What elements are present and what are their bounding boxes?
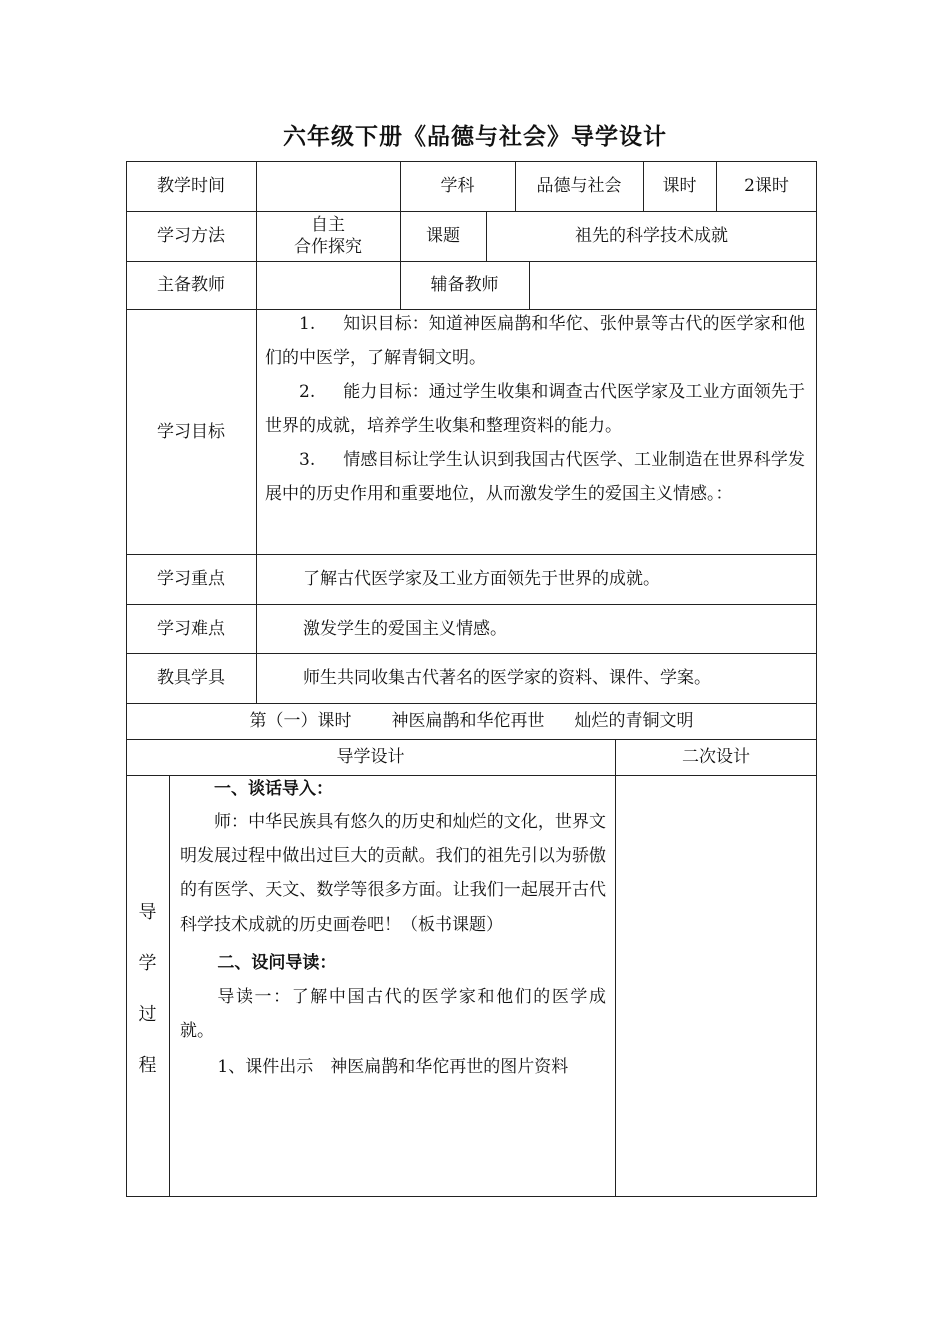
lesson-heading <box>126 703 817 739</box>
difficulty-label: 学习难点 <box>157 618 225 639</box>
col-divider <box>615 739 616 1197</box>
key-point-value: 了解古代医学家及工业方面领先于世界的成就。 <box>303 569 660 589</box>
topic-value: 祖先的科学技术成就 <box>575 226 728 246</box>
side-char: 学 <box>138 953 157 974</box>
goal-text: 情感目标让学生认识到我国古代医学、工业制造在世界科学发展中的历史作用和重要地位，从而激发学生的爱国主义情感。： <box>265 450 805 504</box>
section-heading-questions: 二、设问导读： <box>217 952 337 973</box>
goals-list <box>265 307 805 511</box>
reading-guide-1: 导读一：了解中国古代的医学家和他们的医学成就。 <box>180 987 606 1042</box>
second-design-header: 二次设计 <box>682 747 750 767</box>
process-side-label <box>126 887 169 1091</box>
lesson-section-1: 神医扁鹊和华佗再世 <box>391 711 545 731</box>
materials-label: 教具学具 <box>157 668 225 688</box>
lesson-period: 第（一）课时 <box>249 711 352 731</box>
side-char: 导 <box>138 902 157 923</box>
teaching-time-label: 教学时间 <box>157 176 225 196</box>
courseware-item-1: 1、课件出示 神医扁鹊和华佗再世的图片资料 <box>217 1057 569 1078</box>
goal-item-2 <box>265 375 805 443</box>
goals-label: 学习目标 <box>157 421 225 442</box>
side-char: 程 <box>138 1055 157 1076</box>
teaching-time-value <box>256 161 400 211</box>
method-value <box>256 211 400 261</box>
period-value: 2课时 <box>744 176 789 196</box>
goal-number: 2. <box>299 382 316 402</box>
goal-item-3 <box>265 443 805 511</box>
method-label: 学习方法 <box>157 226 225 246</box>
period-label: 课时 <box>662 176 697 196</box>
intro-paragraph: 师：中华民族具有悠久的历史和灿烂的文化，世界文明发展过程中做出过巨大的贡献。我们的祖先引以为骄傲的有医学、天文、数学等很多方面。让我们一起展开古代科学技术成就的历史画卷吧！（板书课题） <box>180 812 606 935</box>
goal-text: 能力目标：通过学生收集和调查古代医学家及工业方面领先于世界的成就，培养学生收集和整理资料的能力。 <box>265 382 805 436</box>
goal-number: 3. <box>299 450 316 470</box>
goal-number: 1. <box>299 314 316 334</box>
main-teacher-label: 主备教师 <box>157 275 225 295</box>
col-divider <box>169 775 170 1197</box>
assist-teacher-label: 辅备教师 <box>430 275 499 295</box>
lesson-section-2: 灿烂的青铜文明 <box>574 711 694 731</box>
goal-item-1 <box>265 307 805 375</box>
difficulty-value: 激发学生的爱国主义情感。 <box>303 618 507 639</box>
process-content <box>180 773 606 1085</box>
document-title: 六年级下册《品德与社会》导学设计 <box>283 124 667 150</box>
assist-teacher-value <box>529 261 817 309</box>
main-teacher-value <box>256 261 400 309</box>
key-point-label: 学习重点 <box>157 569 225 589</box>
materials-value: 师生共同收集古代著名的医学家的资料、课件、学案。 <box>303 668 711 688</box>
subject-label: 学科 <box>440 176 475 196</box>
subject-value: 品德与社会 <box>536 176 622 196</box>
goal-text: 知识目标：知道神医扁鹊和华佗、张仲景等古代的医学家和他们的中医学，了解青铜文明。 <box>265 314 805 368</box>
side-char: 过 <box>138 1004 157 1025</box>
section-heading-intro: 一、谈话导入： <box>214 779 333 799</box>
method-line-2: 合作探究 <box>294 237 362 257</box>
topic-label: 课题 <box>426 226 460 246</box>
method-line-1: 自主 <box>311 215 345 235</box>
guide-design-header: 导学设计 <box>336 747 405 767</box>
